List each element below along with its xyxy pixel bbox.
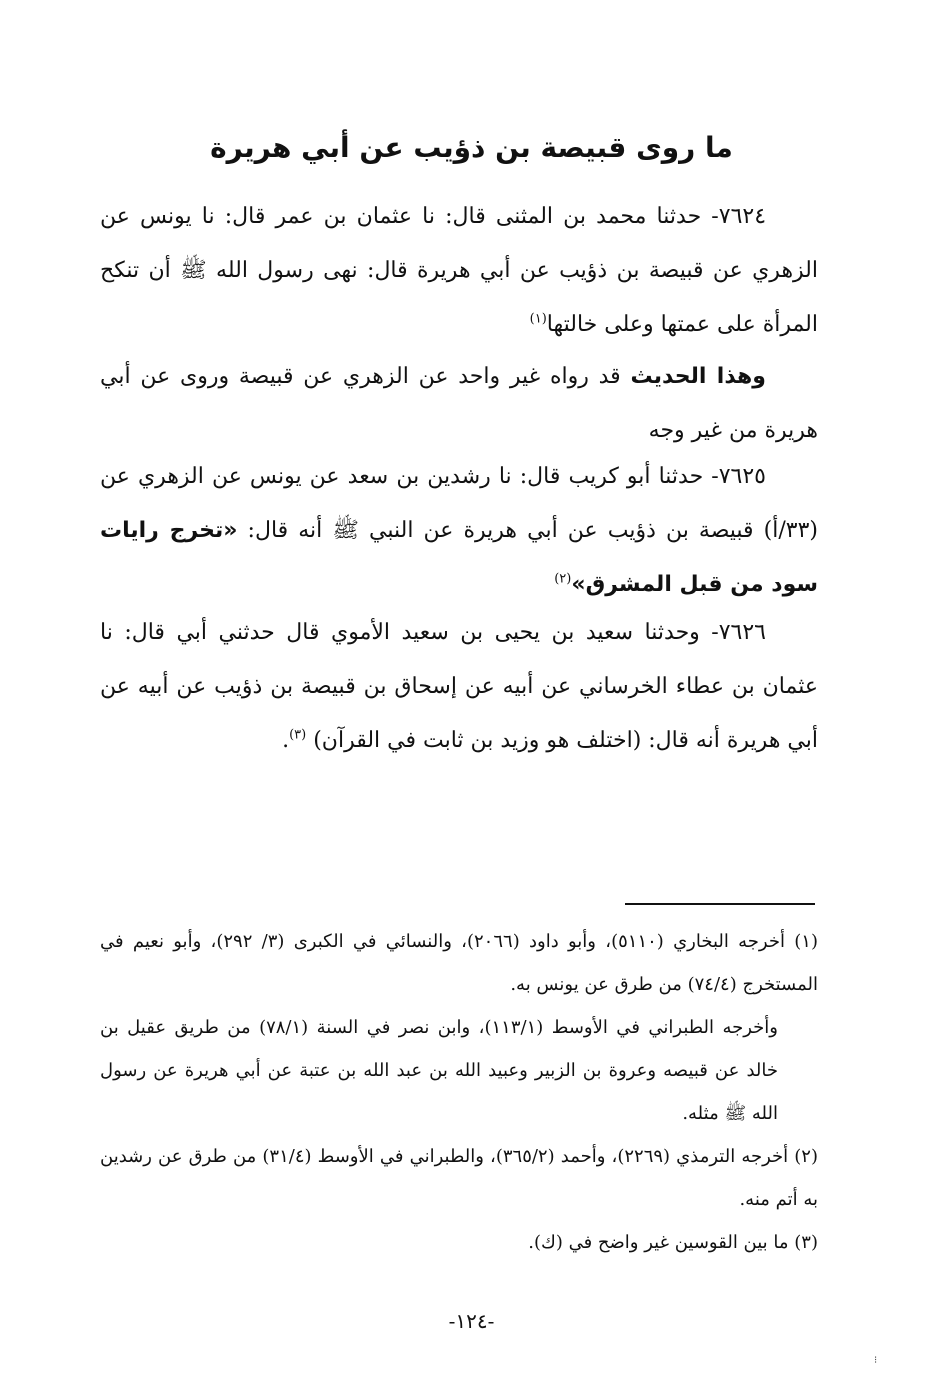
footnote-3: (٣) ما بين القوسين غير واضح في (ك). <box>528 1232 818 1253</box>
footnote-1: (١) أخرجه البخاري (٥١١٠)، وأبو داود (٢٠٦٦)، والنسائي في الكبرى (٣/ ٢٩٢)، وأبو نعيم في المستخرج (٧٤/٤) من طرق عن يونس به. <box>100 931 818 995</box>
commentary-text-paragraph <box>100 350 818 458</box>
hadith-7625-quote: «تخرج رايات سود من قبل المشرق» <box>100 518 818 597</box>
footnote-2: (٢) أخرجه الترمذي (٢٢٦٩)، وأحمد (٣٦٥/٢)، والطبراني في الأوسط (٣١/٤) من طرق عن رشدين به أتم منه. <box>100 1146 818 1210</box>
commentary-paragraph <box>100 350 818 458</box>
commentary-text: قد رواه غير واحد عن الزهري عن قبيصة وروى عن أبي هريرة من غير وجه <box>100 364 818 443</box>
footnote-separator <box>625 903 815 905</box>
hadith-7626-end: . <box>282 728 290 753</box>
footnotes <box>100 920 818 1264</box>
hadith-7626 <box>100 606 818 768</box>
page-number: -١٢٤- <box>448 1309 495 1333</box>
hadith-7624-paragraph <box>100 190 818 352</box>
section-title: ما روى قبيصة بن ذؤيب عن أبي هريرة <box>210 131 733 164</box>
hadith-7625 <box>100 450 818 612</box>
hadith-7625-text: ٧٦٢٥- حدثنا أبو كريب قال: نا رشدين بن سعد عن يونس عن الزهري عن (٣٣/أ) قبيصة بن ذؤيب عن أبي هريرة عن النبي ﷺ أنه قال: <box>100 464 818 543</box>
footnote-ref-3[interactable]: (٣) <box>289 727 307 743</box>
hadith-7624 <box>100 190 818 352</box>
hadith-7625-paragraph <box>100 450 818 612</box>
hadith-7626-paragraph <box>100 606 818 768</box>
footnote-ref-1[interactable]: (١) <box>529 311 547 327</box>
hadith-7626-text: ٧٦٢٦- وحدثنا سعيد بن يحيى بن سعيد الأموي قال حدثني أبي قال: نا عثمان بن عطاء الخرساني عن أبيه عن إسحاق بن قبيصة بن ذؤيب عن أبيه عن أبي هريرة أنه قال: (اختلف هو وزيد بن ثابت في القرآن) <box>100 620 818 753</box>
footnote-ref-2[interactable]: (٢) <box>554 571 572 587</box>
scan-edge-mark: ⁝ <box>874 1355 878 1366</box>
commentary-lead: وهذا الحديث <box>630 364 766 389</box>
footnote-1-continued: وأخرجه الطبراني في الأوسط (١١٣/١)، وابن نصر في السنة (٧٨/١) من طريق عقيل بن خالد عن قبيصه وعروة بن الزبير وعبيد الله بن عبد الله بن عتبة عن أبي هريرة عن رسول الله ﷺ مثله. <box>100 1017 778 1124</box>
hadith-7624-text: ٧٦٢٤- حدثنا محمد بن المثنى قال: نا عثمان بن عمر قال: نا يونس عن الزهري عن قبيصة بن ذؤيب عن أبي هريرة قال: نهى رسول الله ﷺ أن تنكح المرأة على عمتها وعلى خالتها <box>100 204 818 337</box>
